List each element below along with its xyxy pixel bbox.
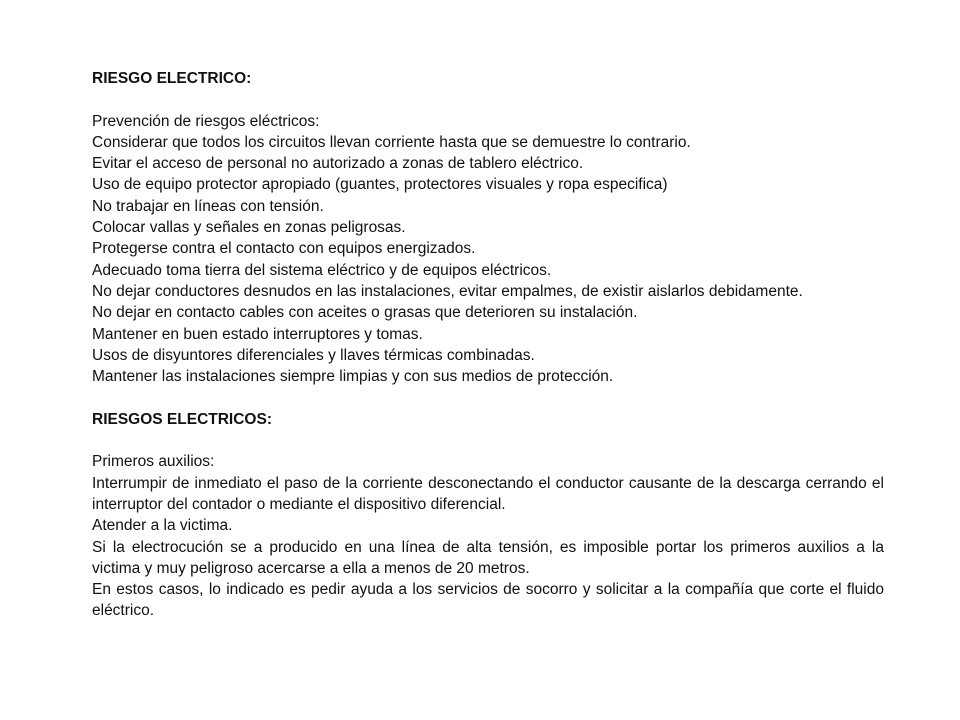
spacer — [92, 430, 884, 451]
first-aid-paragraph: Atender a la victima. — [92, 517, 233, 535]
first-aid-paragraph: Si la electrocución se a producido en una línea de alta tensión, es imposible portar los primeros auxilios a la victima y muy peligroso acercarse a ella a menos de 20 metros. — [92, 538, 884, 577]
prevention-item: Colocar vallas y señales en zonas peligrosas. — [92, 219, 406, 237]
prevention-item: Adecuado toma tierra del sistema eléctrico y de equipos eléctricos. — [92, 261, 552, 279]
subheading-primeros-auxilios: Primeros auxilios: — [92, 453, 215, 471]
prevention-item: Mantener en buen estado interruptores y tomas. — [92, 325, 423, 343]
spacer — [92, 89, 884, 110]
spacer — [92, 387, 884, 408]
document-body — [92, 68, 884, 622]
section-heading-riesgo-electrico: RIESGO ELECTRICO: — [92, 70, 252, 87]
prevention-item: Considerar que todos los circuitos llevan corriente hasta que se demuestre lo contrario. — [92, 133, 691, 151]
prevention-item: No dejar conductores desnudos en las instalaciones, evitar empalmes, de existir aislarlos debidamente. — [92, 282, 803, 300]
prevention-item: Mantener las instalaciones siempre limpias y con sus medios de protección. — [92, 368, 614, 386]
first-aid-paragraph: Interrumpir de inmediato el paso de la corriente desconectando el conductor causante de la descarga cerrando el interruptor del contador o mediante el dispositivo diferencial. — [92, 474, 884, 513]
prevention-item: Evitar el acceso de personal no autorizado a zonas de tablero eléctrico. — [92, 155, 584, 173]
prevention-item: Protegerse contra el contacto con equipos energizados. — [92, 240, 476, 258]
subheading-prevencion: Prevención de riesgos eléctricos: — [92, 112, 320, 130]
prevention-item: Usos de disyuntores diferenciales y llaves térmicas combinadas. — [92, 346, 535, 364]
first-aid-paragraph: En estos casos, lo indicado es pedir ayuda a los servicios de socorro y solicitar a la compañía que corte el fluido eléctrico. — [92, 581, 884, 620]
prevention-item: No dejar en contacto cables con aceites o grasas que deterioren su instalación. — [92, 304, 638, 322]
prevention-item: No trabajar en líneas con tensión. — [92, 197, 324, 215]
section-heading-riesgos-electricos: RIESGOS ELECTRICOS: — [92, 410, 272, 428]
prevention-item: Uso de equipo protector apropiado (guantes, protectores visuales y ropa especifica) — [92, 176, 668, 194]
